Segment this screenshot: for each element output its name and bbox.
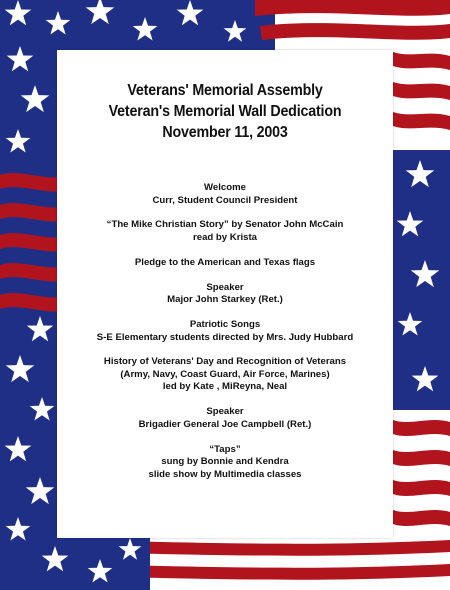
title-line: November 11, 2003: [162, 124, 288, 141]
program-line: read by Krista: [193, 231, 257, 243]
program-line: Curr, Student Council President: [152, 194, 298, 206]
program-line: “Taps”: [209, 443, 241, 455]
title-line: Veterans' Memorial Assembly: [127, 82, 323, 99]
program-line: Pledge to the American and Texas flags: [134, 256, 316, 268]
program-line: Patriotic Songs: [189, 319, 261, 331]
program-line: Speaker: [206, 281, 244, 293]
program-item: [57, 356, 393, 394]
program-line: slide show by Multimedia classes: [148, 468, 302, 480]
program-item: [57, 282, 393, 307]
title-line: Veteran's Memorial Wall Dedication: [108, 103, 342, 120]
program-item: [57, 257, 393, 270]
program-item: [57, 444, 393, 482]
program-line: led by Kate , MiReyna, Neal: [162, 381, 288, 393]
program-item: [57, 319, 393, 344]
program-line: History of Veterans' Day and Recognition of Veterans: [103, 356, 347, 368]
program-list: [57, 182, 393, 481]
program-line: sung by Bonnie and Kendra: [161, 456, 289, 468]
program-line: “The Mike Christian Story” by Senator John McCain: [106, 219, 344, 231]
program-line: Speaker: [206, 406, 244, 418]
program-line: S-E Elementary students directed by Mrs. Judy Hubbard: [96, 331, 354, 343]
program-item: [57, 406, 393, 431]
program-item: [57, 219, 393, 244]
program-line: Brigadier General Joe Campbell (Ret.): [138, 418, 312, 430]
program-sheet: [57, 50, 393, 538]
program-line: Major John Starkey (Ret.): [167, 294, 283, 306]
program-line: Welcome: [204, 182, 246, 193]
program-line: (Army, Navy, Coast Guard, Air Force, Marines): [120, 368, 330, 380]
program-title: [70, 80, 379, 143]
program-item: [57, 182, 393, 207]
